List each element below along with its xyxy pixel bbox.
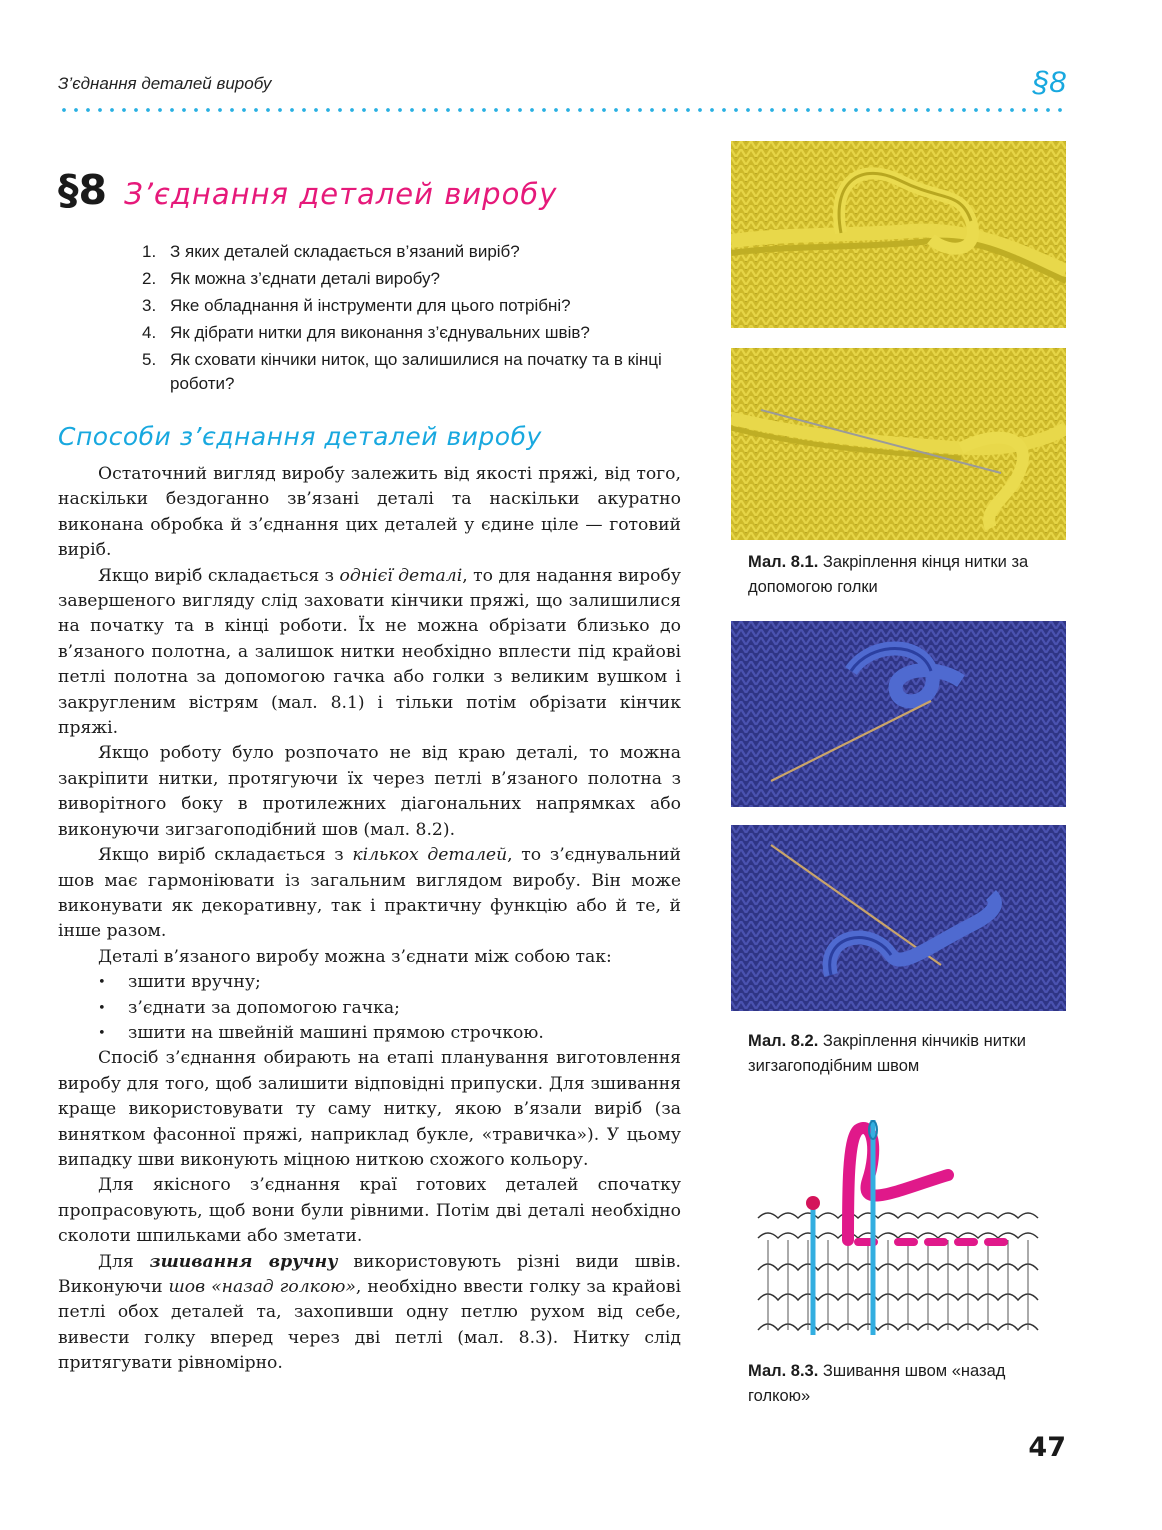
figure-caption-8-1: Мал. 8.1. Закріплення кінця нитки за допомогою голки xyxy=(748,553,1029,596)
section-heading xyxy=(58,166,557,214)
paragraph: Спосіб з’єднання обирають на етапі планування виготовлення виробу для того, щоб залишити відповідні припуски. Для зшивання краще використовувати ту саму нитку, якою в’язали виріб (за винятком фасонної пряжі, наприклад букле, «травичка»). У цьому випадку шви виконують міцною ниткою схожого кольору. xyxy=(58,1048,681,1170)
paragraph: Для якісного з’єднання краї готових деталей спочатку пропрасовують, щоб вони були рівними. Потім дві деталі необхідно сколоти шпильками або зметати. xyxy=(58,1175,681,1247)
review-questions xyxy=(142,240,692,399)
section-title: З’єднання деталей виробу xyxy=(124,177,558,211)
paragraph: Остаточний вигляд виробу залежить від якості пряжі, від того, наскільки бездоганно зв’язані деталі та наскільки акуратно виконана обробка й з’єднання цих деталей у єдине ціле — готовий виріб. xyxy=(58,464,681,561)
blue-knit-photo-1 xyxy=(731,621,1066,807)
paragraph: Для зшивання вручну використовують різні види швів. Виконуючи шов «назад голкою», необхідно ввести голку за крайові петлі обох деталей та, захопивши одну петлю рухом від себе, вивести голку вперед через дві петлі (мал. 8.3). Нитку слід притягувати рівномірно. xyxy=(58,1251,682,1374)
backstitch-diagram xyxy=(748,1110,1048,1345)
paragraph: Деталі в’язаного виробу можна з’єднати між собою так: xyxy=(98,946,612,967)
question-item: 2. Як можна з’єднати деталі виробу? xyxy=(142,269,440,288)
list-item: • зшити вручну; xyxy=(58,970,681,995)
dotted-divider xyxy=(58,106,1066,114)
question-item: 5. Як сховати кінчики ниток, що залишилися на початку та в кінці роботи? xyxy=(142,350,662,393)
running-head-title: З’єднання деталей виробу xyxy=(58,74,272,93)
yellow-knit-photo-1 xyxy=(731,141,1066,328)
bullet-list xyxy=(58,970,681,1046)
page-number: 47 xyxy=(1028,1432,1066,1463)
question-item: 3. Яке обладнання й інструменти для цього потрібні? xyxy=(142,296,571,315)
running-head-section: §8 xyxy=(1032,66,1066,99)
list-item: • зшити на швейній машині прямою строчкою. xyxy=(58,1021,681,1046)
figure-caption-8-2: Мал. 8.2. Закріплення кінчиків нитки зигзагоподібним швом xyxy=(748,1032,1026,1075)
list-item: • з’єднати за допомогою гачка; xyxy=(58,996,681,1021)
section-number: §8 xyxy=(58,166,108,214)
blue-knit-photo-2 xyxy=(731,825,1066,1011)
subheading: Способи з’єднання деталей виробу xyxy=(58,422,542,451)
paragraph: Якщо роботу було розпочато не від краю деталі, то можна закріпити нитки, протягуючи їх через петлі в’язаного полотна з виворітного боку в протилежних діагональних напрямках або виконуючи зигзагоподібний шов (мал. 8.2). xyxy=(58,743,681,840)
paragraph: Якщо виріб складається з однієї деталі, то для надання виробу завершеного вигляду слід заховати кінчики пряжі, що залишилися на початку та в кінці роботи. Їх не можна обрізати близько до в’язаного полотна, а залишок нитки необхідно вплести під крайові петлі полотна за допомогою гачка або голки з великим вушком і закругленим вістрям (мал. 8.1) і тільки потім обрізати кінчик пряжі. xyxy=(58,565,681,739)
paragraph: Якщо виріб складається з кількох деталей, то з’єднувальний шов має гармоніювати із загальним виглядом виробу. Він може виконувати як декоративну, так і практичну функцію або й те, й інше разом. xyxy=(58,845,681,942)
question-item: 4. Як дібрати нитки для виконання з’єднувальних швів? xyxy=(142,323,590,342)
question-item: 1. З яких деталей складається в’язаний виріб? xyxy=(142,242,520,261)
body-text xyxy=(58,462,681,1377)
yellow-knit-photo-2 xyxy=(731,348,1066,540)
figure-caption-8-3: Мал. 8.3. Зшивання швом «назад голкою» xyxy=(748,1362,1006,1405)
